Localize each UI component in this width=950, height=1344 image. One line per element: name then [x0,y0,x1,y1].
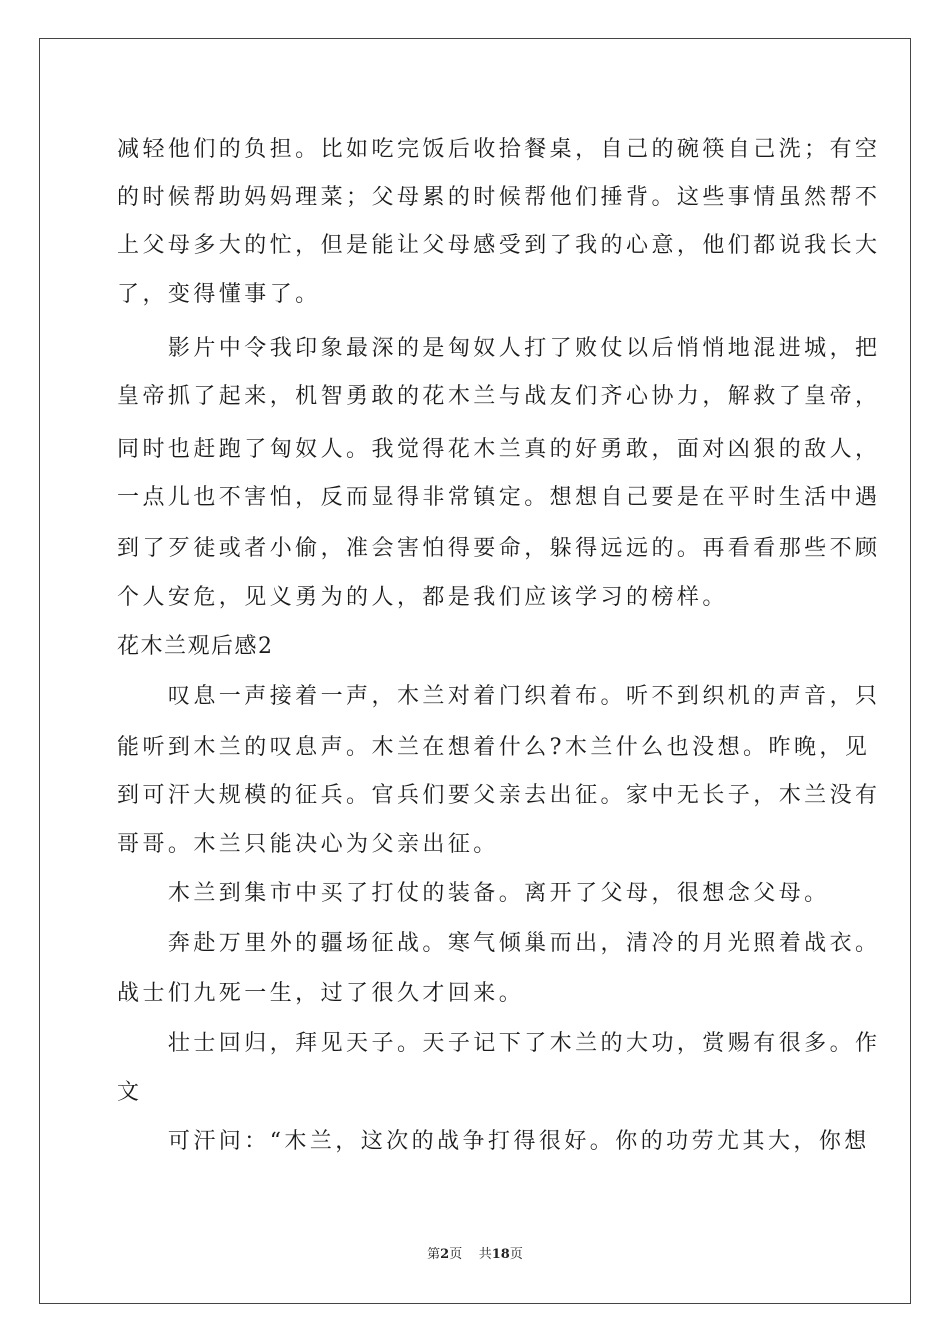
text-line: 可汗问：“木兰，这次的战争打得很好。你的功劳尤其大，你想 [117,1129,870,1154]
total-label-suffix: 页 [509,1247,523,1262]
text-line: 文 [117,1080,143,1105]
current-page-number: 2 [440,1247,450,1262]
text-line: 了，变得懂事了。 [117,282,321,307]
text-line: 一点儿也不害怕，反而显得非常镇定。想想自己要是在平时生活中遇 [117,485,881,510]
text-line: 奔赴万里外的疆场征战。寒气倾巢而出，清冷的月光照着战衣。 [117,931,881,956]
page-footer [0,1245,950,1265]
text-line: 壮士回归，拜见天子。天子记下了木兰的大功，赏赐有很多。作 [117,1031,881,1056]
text-line: 同时也赶跑了匈奴人。我觉得花木兰真的好勇敢，面对凶狠的敌人， [117,437,881,462]
text-line: 个人安危，见义勇为的人，都是我们应该学习的榜样。 [117,585,728,610]
text-line: 到可汗大规模的征兵。官兵们要父亲去出征。家中无长子，木兰没有 [117,783,881,808]
total-pages-number: 18 [491,1247,510,1262]
text-line: 能听到木兰的叹息声。木兰在想着什么?木兰什么也没想。昨晚，见 [117,735,871,760]
text-line: 皇帝抓了起来，机智勇敢的花木兰与战友们齐心协力，解救了皇帝， [117,384,881,409]
text-line: 哥哥。木兰只能决心为父亲出征。 [117,832,499,857]
page-label-suffix: 页 [449,1247,463,1262]
text-line: 减轻他们的负担。比如吃完饭后收拾餐桌，自己的碗筷自己洗；有空 [117,137,881,162]
text-line: 木兰到集市中买了打仗的装备。离开了父母，很想念父母。 [117,881,830,906]
text-line: 上父母多大的忙，但是能让父母感受到了我的心意，他们都说我长大 [117,233,881,258]
text-line: 影片中令我印象最深的是匈奴人打了败仗以后悄悄地混进城，把 [117,336,881,361]
text-line: 战士们九死一生，过了很久才回来。 [117,981,525,1006]
text-line: 的时候帮助妈妈理菜；父母累的时候帮他们捶背。这些事情虽然帮不 [117,185,881,210]
page-label-prefix: 第 [427,1247,441,1262]
text-line: 到了歹徒或者小偷，准会害怕得要命，躲得远远的。再看看那些不顾 [117,536,881,561]
total-label-prefix: 共 [478,1247,492,1262]
text-line: 叹息一声接着一声，木兰对着门织着布。听不到织机的声音，只 [117,684,881,709]
section-heading: 花木兰观后感2 [117,634,274,659]
